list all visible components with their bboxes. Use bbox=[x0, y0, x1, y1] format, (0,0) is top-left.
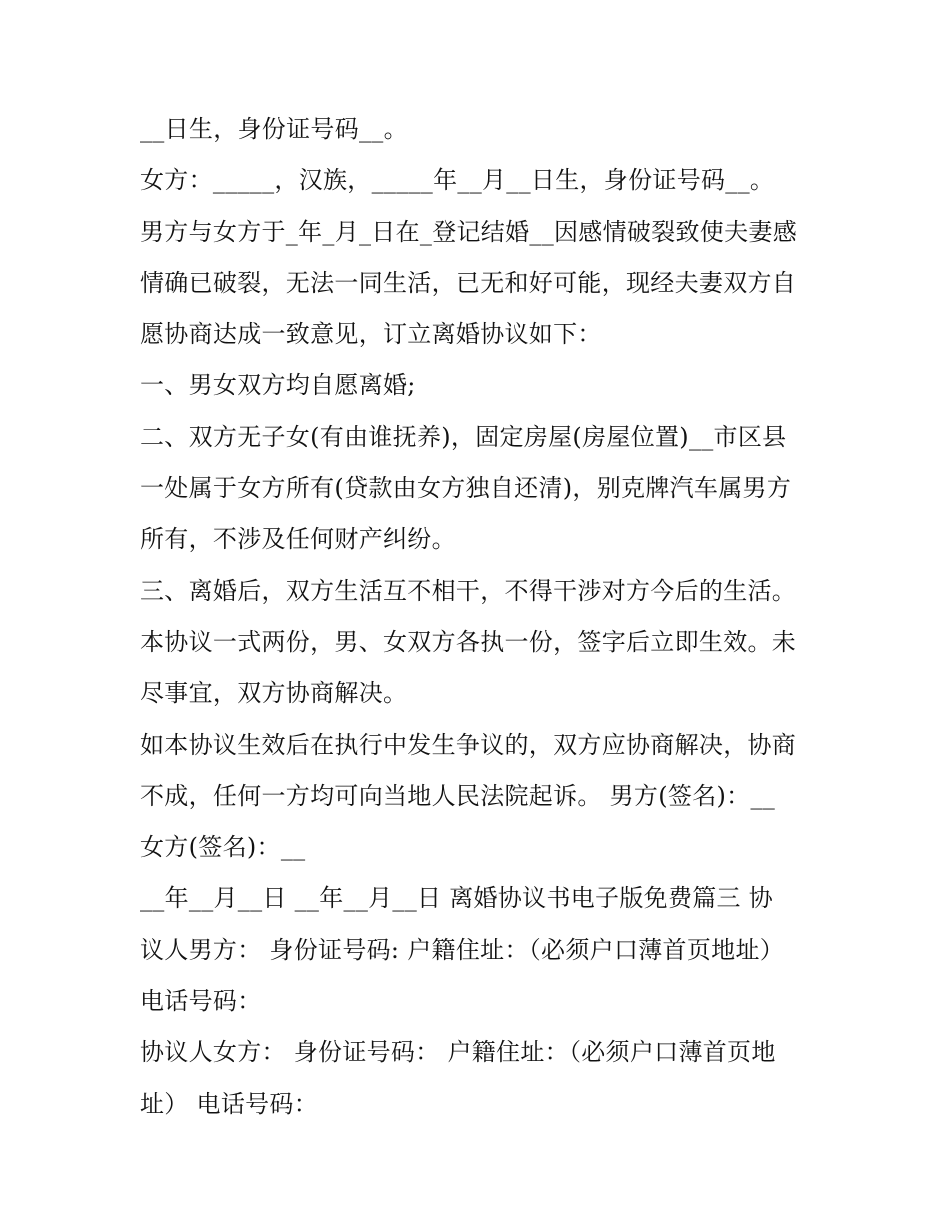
text-line: 一、男女双方均自愿离婚; bbox=[140, 371, 416, 400]
text-line: 女方：_____，汉族，_____年__月__日生，身份证号码__。 bbox=[140, 166, 775, 195]
text-line: __日生，身份证号码__。 bbox=[140, 115, 408, 143]
text-line: 情确已破裂，无法一同生活，已无和好可能，现经夫妻双方自 bbox=[140, 268, 797, 297]
text-line: 所有，不涉及任何财产纠纷。 bbox=[140, 525, 456, 554]
text-line: 男方与女方于_年_月_日在_登记结婚__因感情破裂致使夫妻感 bbox=[140, 217, 797, 246]
text-line: 尽事宜，双方协商解决。 bbox=[140, 679, 408, 708]
text-line: 如本协议生效后在执行中发生争议的，双方应协商解决，协商 bbox=[140, 730, 797, 759]
text-line: 议人男方： 身份证号码: 户籍住址：（必须户口薄首页地址） bbox=[140, 935, 785, 964]
text-line: 女方(签名)：__ bbox=[140, 833, 306, 862]
text-line: 不成，任何一方均可向当地人民法院起诉。 男方(签名)：__ bbox=[140, 781, 776, 810]
text-line: __年__月__日 __年__月__日 离婚协议书电子版免费篇三 协 bbox=[140, 884, 774, 913]
text-line: 二、双方无子女(有由谁抚养)，固定房屋(房屋位置)__市区县 bbox=[140, 422, 787, 451]
text-line: 址） 电话号码： bbox=[140, 1089, 319, 1118]
text-line: 协议人女方： 身份证号码： 户籍住址：（必须户口薄首页地 bbox=[140, 1038, 776, 1067]
text-line: 三、离婚后，双方生活互不相干，不得干涉对方今后的生活。 bbox=[140, 576, 797, 605]
text-line: 一处属于女方所有(贷款由女方独自还清)，别克牌汽车属男方 bbox=[140, 474, 792, 503]
text-line: 本协议一式两份，男、女双方各执一份，签字后立即生效。未 bbox=[140, 627, 797, 656]
document-body bbox=[140, 104, 820, 1130]
text-line: 愿协商达成一致意见，订立离婚协议如下： bbox=[140, 320, 602, 349]
text-line: 电话号码： bbox=[140, 987, 262, 1016]
